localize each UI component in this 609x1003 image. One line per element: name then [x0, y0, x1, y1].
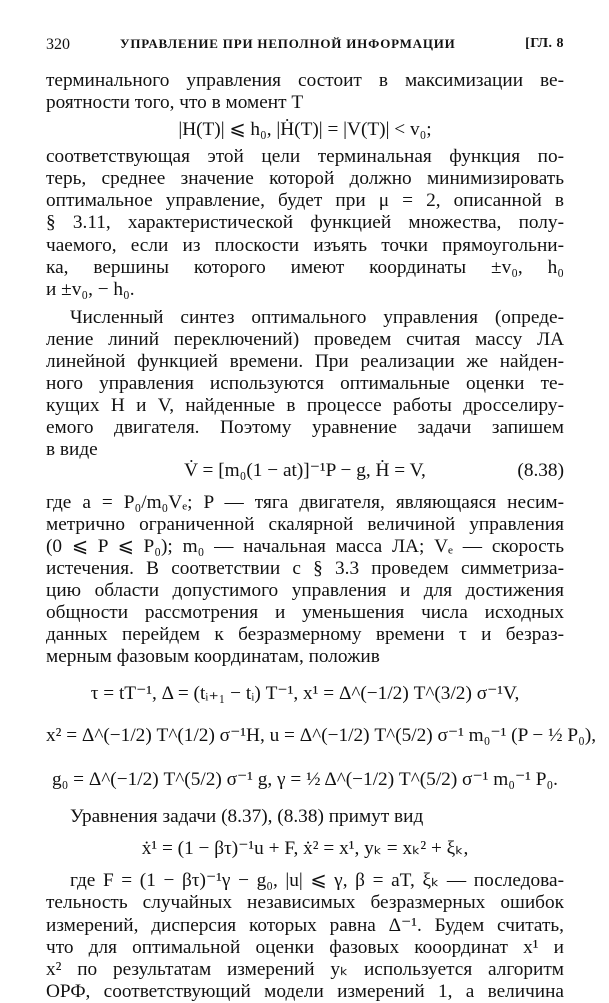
text-line: чаемого, если из плоскости изъять точки прямоугольни- — [46, 234, 564, 256]
paragraph-1 — [46, 70, 564, 114]
chapter-marker: [ГЛ. 8 — [525, 36, 564, 51]
text-line: оптимальное управление, будет при μ = 2, описанной в — [46, 190, 564, 212]
text-line: § 3.11, характеристической функцией множества, полу- — [46, 212, 564, 234]
text-line: (0 ⩽ P ⩽ P₀); m₀ — начальная масса ЛА; Vₑ — скорость — [46, 535, 564, 557]
text-line: терминального управления состоит в максимизации ве- — [46, 70, 564, 91]
equation-row: g₀ = Δ^(−1/2) T^(5/2) σ⁻¹ g, γ = ½ Δ^(−1/2) T^(5/2) σ⁻¹ m₀⁻¹ P₀. — [51, 769, 558, 791]
text-line: линейной функцией времени. При реализации же найден- — [46, 351, 564, 373]
text-line: Уравнения задачи (8.37), (8.38) примут вид — [70, 806, 424, 828]
equation-row: τ = tT⁻¹, Δ = (tᵢ₊₁ − tᵢ) T⁻¹, x¹ = Δ^(−1/2) T^(3/2) σ⁻¹V, — [90, 683, 520, 705]
paragraph-4 — [46, 492, 564, 669]
text-line: где a = P₀/m₀Vₑ; P — тяга двигателя, являющаяся несим- — [46, 491, 564, 513]
text-line: тельность случайных независимых безразмерных ошибок — [46, 892, 564, 914]
running-title: УПРАВЛЕНИЕ ПРИ НЕПОЛНОЙ ИНФОРМАЦИИ — [120, 36, 456, 51]
text-line: и ±v₀, − h₀. — [46, 278, 135, 300]
text-line: ление линий переключений) проведем считая массу ЛА — [46, 328, 564, 350]
text-line: цию области допустимого управления и для достижения — [46, 579, 564, 601]
page-header — [46, 36, 564, 60]
text-line: соответствующая этой цели терминальная функция по- — [46, 146, 564, 168]
text-line: емого двигателя. Поэтому уравнение задачи запишем — [46, 417, 564, 439]
equation-terminal-condition: |H(T)| ⩽ h₀, |Ḣ(T)| = |V(T)| < v₀; — [178, 119, 432, 141]
text-line: x² по результатам измерений yₖ используется алгоритм — [46, 958, 564, 980]
text-line: роятности того, что в момент T — [46, 92, 304, 114]
text-line: данных перейдем к безразмерному времени τ и безраз- — [46, 624, 564, 646]
equation-number: (8.38) — [517, 459, 564, 481]
text-line: мерным фазовым координатам, положив — [46, 646, 380, 668]
text-line: общности рассмотрения и уменьшения числа исходных — [46, 601, 564, 623]
text-line: истечения. В соответствии с § 3.3 проведем симметриза- — [46, 557, 564, 579]
text-line: кущих H и V, найденные в процессе работы дросселиру- — [46, 395, 564, 417]
text-line: терь, среднее значение которой должно минимизировать — [46, 168, 564, 190]
equation-system: ẋ¹ = (1 − βτ)⁻¹u + F, ẋ² = x¹, yₖ = xₖ² + ξₖ, — [141, 838, 469, 860]
text-line: что для оптимальной оценки фазовых кооординат x¹ и — [46, 936, 564, 958]
text-line: в виде — [46, 439, 98, 461]
page-body — [46, 70, 597, 1003]
equation-body: V̇ = [m₀(1 − at)]⁻¹P − g, Ḣ = V, — [184, 459, 426, 481]
text-line: Численный синтез оптимального управления (опреде- — [70, 306, 564, 328]
paragraph-3 — [46, 307, 564, 462]
text-line: измерений, дисперсия которых равна Δ⁻¹. Будем считать, — [46, 914, 564, 936]
text-line: ного управления используются оптимальные оценки те- — [46, 373, 564, 395]
page-number: 320 — [46, 36, 70, 53]
paragraph-5 — [46, 806, 564, 828]
equation-substitutions — [46, 674, 597, 802]
text-line: метрично ограниченной скалярной величиной управления — [46, 513, 564, 535]
paragraph-6 — [46, 870, 564, 1003]
text-line: ОРФ, соответствующий модели измерений 1, а величина — [46, 980, 564, 1002]
equation-row: x² = Δ^(−1/2) T^(1/2) σ⁻¹H, u = Δ^(−1/2) T^(5/2) σ⁻¹ m₀⁻¹ (P − ½ P₀), — [46, 725, 597, 747]
text-line: ка, вершины которого имеют координаты ±v₀, h₀ — [46, 256, 564, 278]
text-line: где F = (1 − βτ)⁻¹γ − g₀, |u| ⩽ γ, β = aT, ξₖ — последова- — [70, 870, 564, 892]
paragraph-2 — [46, 146, 564, 301]
equation-8-38 — [46, 454, 564, 488]
